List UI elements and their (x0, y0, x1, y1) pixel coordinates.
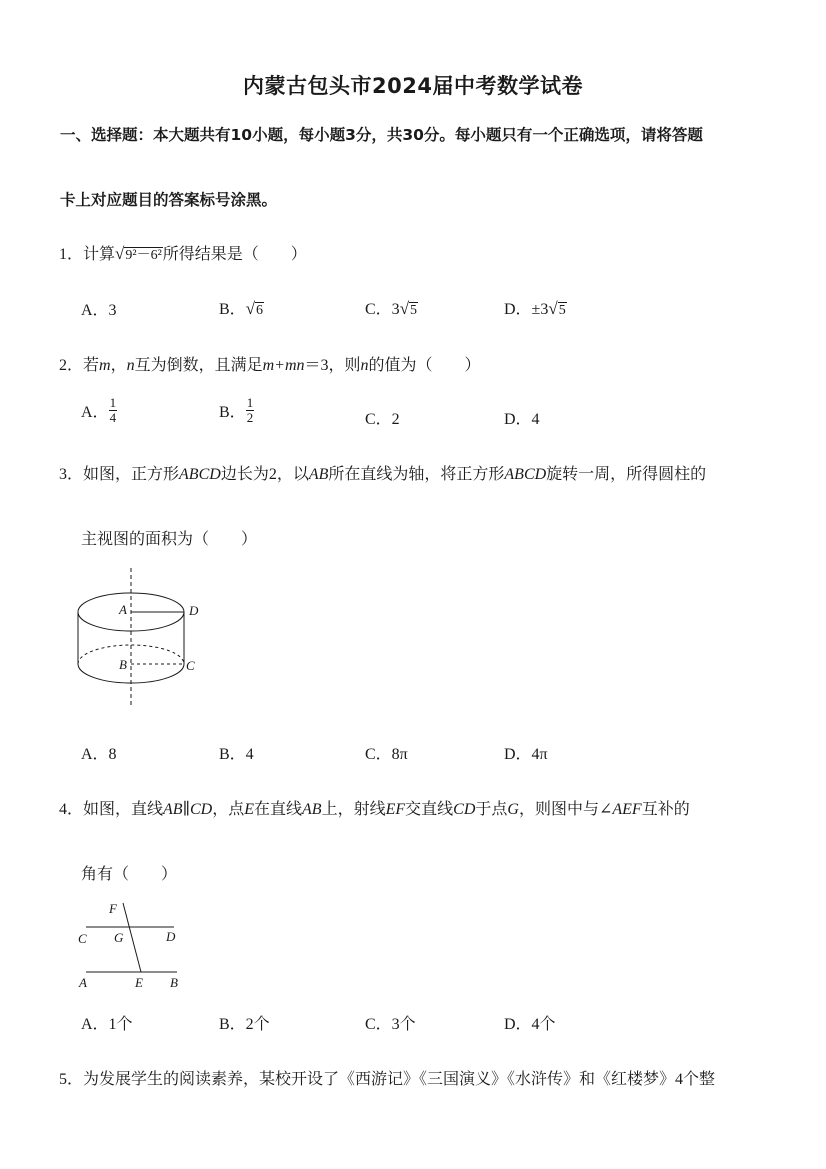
sqrt-symbol: √ (399, 299, 410, 318)
question-text: ，点 (212, 801, 245, 818)
question-text: ＝3，则 (304, 357, 361, 374)
var-aef: AEF (612, 801, 642, 818)
var-m: m (99, 357, 111, 374)
q3-option-c: C．8π (365, 746, 408, 763)
radicand: 9²－6² (125, 248, 162, 263)
question-text: 的值为（ ） (368, 357, 481, 374)
question-text: 于点 (475, 801, 508, 818)
question-1 (59, 241, 307, 264)
var-ab: AB (308, 466, 329, 483)
fraction (109, 396, 118, 425)
question-4 (59, 796, 690, 819)
label-e: E (135, 975, 143, 990)
q2-option-d: D．4 (504, 411, 540, 428)
sqrt-symbol: √ (115, 244, 125, 263)
var-cd: CD (453, 801, 476, 818)
option-label: B． (219, 404, 246, 421)
radicand: 5 (558, 303, 566, 318)
question-text: 所得结果是（ ） (162, 246, 307, 263)
label-c: C (78, 931, 87, 946)
parallel-lines-figure (72, 895, 192, 995)
label-b: B (170, 975, 178, 990)
question-text: 在直线 (254, 801, 303, 818)
question-text: 边长为2，以 (220, 466, 309, 483)
var-ab: AB (163, 801, 183, 818)
question-text: ，则图中与∠ (518, 801, 613, 818)
var-n: n (126, 357, 135, 374)
q1-option-d (504, 296, 567, 319)
var-ab: AB (302, 801, 322, 818)
question-text: 上，射线 (321, 801, 386, 818)
sqrt-symbol: √ (548, 299, 558, 318)
label-d: D (166, 929, 176, 944)
label-f: F (109, 901, 117, 916)
var-n: n (360, 357, 369, 374)
question-number: 3． (59, 466, 84, 483)
q2-option-a (81, 396, 117, 425)
cylinder-figure (70, 565, 210, 713)
label-c: C (186, 658, 195, 673)
q4-option-b: B．2个 (219, 1016, 270, 1033)
question-text: 如图，直线 (83, 801, 164, 818)
numerator: 1 (246, 395, 254, 410)
denominator: 4 (109, 410, 117, 425)
label-a: A (79, 975, 87, 990)
sqrt-symbol: √ (245, 299, 256, 318)
question-text: 若 (83, 357, 100, 374)
fraction (246, 396, 255, 425)
radicand: 6 (256, 303, 264, 318)
question-4-line2: 角有（ ） (81, 866, 178, 883)
numerator: 1 (109, 395, 117, 410)
label-d: D (189, 603, 199, 618)
question-number: 1． (59, 246, 84, 263)
question-text: 所在直线为轴，将正方形 (328, 466, 505, 483)
q3-option-b: B．4 (219, 746, 254, 763)
label-g: G (114, 930, 124, 945)
parallel-symbol: ∥ (182, 801, 190, 818)
question-number: 4． (59, 801, 84, 818)
page-title: 内蒙古包头市2024届中考数学试卷 (243, 74, 583, 98)
label-a: A (119, 602, 127, 617)
equation: m+mn (262, 357, 305, 374)
var-abcd: ABCD (504, 466, 547, 483)
var-g: G (507, 801, 519, 818)
q4-option-c: C．3个 (365, 1016, 416, 1033)
q3-option-a: A．8 (81, 746, 117, 763)
label-b: B (119, 657, 127, 672)
var-e: E (244, 801, 254, 818)
question-5 (59, 1066, 715, 1089)
question-2 (59, 352, 481, 375)
var-abcd: ABCD (179, 466, 221, 483)
var-cd: CD (189, 801, 213, 818)
q4-option-a: A．1个 (81, 1016, 133, 1033)
question-text: 旋转一周，所得圆柱的 (546, 466, 707, 483)
q2-option-b (219, 396, 254, 425)
section-instructions-line1: 一、选择题：本大题共有10小题，每小题3分，共30分。每小题只有一个正确选项，请将答题 (60, 126, 703, 144)
question-text: 互补的 (641, 801, 690, 818)
option-label: C．3 (365, 301, 400, 318)
question-3 (59, 461, 706, 484)
denominator: 2 (246, 410, 254, 425)
radicand: 5 (410, 303, 418, 318)
ray-ef (123, 903, 141, 972)
question-text: 互为倒数，且满足 (134, 357, 263, 374)
question-text: 如图，正方形 (83, 466, 180, 483)
option-label: D．±3 (504, 301, 549, 318)
q1-option-a: A．3 (81, 302, 117, 319)
q4-option-d: D．4个 (504, 1016, 556, 1033)
comma: ， (110, 357, 127, 374)
q1-option-c (365, 296, 418, 319)
q2-option-c: C．2 (365, 411, 400, 428)
question-3-line2: 主视图的面积为（ ） (81, 531, 258, 548)
section-instructions-line2: 卡上对应题目的答案标号涂黑。 (60, 191, 278, 209)
option-label: B． (219, 301, 246, 318)
question-text: 计算 (83, 246, 116, 263)
question-number: 5． (59, 1071, 84, 1088)
q1-option-b (219, 296, 264, 319)
question-number: 2． (59, 357, 84, 374)
question-text: 为发展学生的阅读素养，某校开设了《西游记》《三国演义》《水浒传》和《红楼梦》4个整 (83, 1071, 716, 1088)
option-label: A． (81, 404, 109, 421)
var-ef: EF (385, 801, 406, 818)
question-text: 交直线 (405, 801, 454, 818)
q3-option-d: D．4π (504, 746, 548, 763)
